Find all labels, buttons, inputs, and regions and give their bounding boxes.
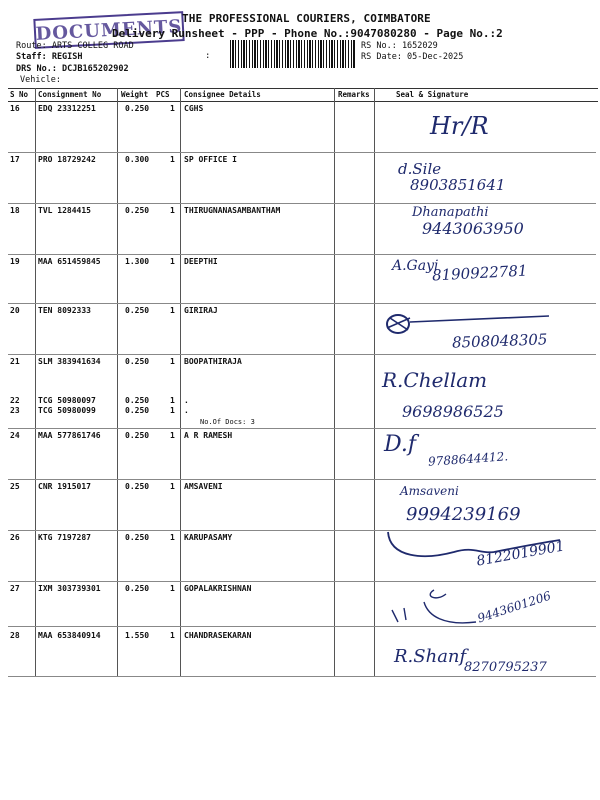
row-pcs: 1 <box>170 482 175 491</box>
row-pcs: 1 <box>170 584 175 593</box>
phone-26: 8122019901 <box>475 538 566 570</box>
runsheet-table <box>8 88 598 102</box>
row-sno: 18 <box>10 206 20 215</box>
row-pcs: 1 <box>170 431 175 440</box>
row-consignment: SLM 383941634 <box>38 357 101 366</box>
row-weight: 0.250 <box>125 306 150 315</box>
row-sno: 26 <box>10 533 20 542</box>
row-consignee: THIRUGNANASAMBANTHAM <box>184 206 281 215</box>
row-consignment: KTG 7197287 <box>38 533 91 542</box>
vehicle-field: Vehicle: <box>20 75 61 85</box>
signature-24: D.f <box>384 432 416 457</box>
table-row <box>8 152 596 204</box>
signature-18: Dhanapathi <box>412 205 489 220</box>
row-weight: 0.250 <box>125 406 150 415</box>
col-weight: Weight <box>121 90 149 99</box>
staff-field: Staff: REGISH <box>16 52 83 62</box>
phone-24: 9788644412. <box>427 449 509 469</box>
runsheet-title: Delivery Runsheet - PPP - Phone No.:9047080280 - Page No.:2 <box>112 27 503 40</box>
row-pcs: 1 <box>170 631 175 640</box>
row-consignment: CNR 1915017 <box>38 482 91 491</box>
row-consignment: TVL 1284415 <box>38 206 91 215</box>
row-sno: 17 <box>10 155 20 164</box>
rs-date: RS Date: 05-Dec-2025 <box>361 52 464 62</box>
row-weight: 0.250 <box>125 431 150 440</box>
col-consignee: Consignee Details <box>184 90 261 99</box>
row-consignment: TCG 50980097 <box>38 396 96 405</box>
row-weight: 0.250 <box>125 533 150 542</box>
col-sno: S No <box>10 90 29 99</box>
signature-28: R.Shanf <box>394 646 467 667</box>
row-consignment: TEN 8092333 <box>38 306 91 315</box>
col-seal-signature: Seal & Signature <box>396 90 469 99</box>
row-sno: 22 <box>10 396 20 405</box>
col-consignment: Consignment No <box>38 90 102 99</box>
row-consignment: MAA 651459845 <box>38 257 101 266</box>
col-pcs: PCS <box>156 90 170 99</box>
row-weight: 0.250 <box>125 482 150 491</box>
barcode <box>230 40 356 68</box>
row-consignment: PRO 18729242 <box>38 155 96 164</box>
phone-18: 9443063950 <box>422 219 524 238</box>
row-pcs: 1 <box>170 533 175 542</box>
row-consignment: MAA 577861746 <box>38 431 101 440</box>
signature-17: d.Sile <box>398 160 442 178</box>
rs-number: RS No.: 1652029 <box>361 41 438 51</box>
drs-field: DRS No.: DCJB165202902 <box>16 64 129 74</box>
col-remarks: Remarks <box>338 90 370 99</box>
phone-20: 8508048305 <box>451 330 548 352</box>
row-sno: 19 <box>10 257 20 266</box>
row-consignee: CHANDRASEKARAN <box>184 631 252 640</box>
row-weight: 0.250 <box>125 584 150 593</box>
row-consignment: MAA 653840914 <box>38 631 101 640</box>
row-consignment: EDQ 23312251 <box>38 104 96 113</box>
row-sno: 24 <box>10 431 20 440</box>
signature-25: Amsaveni <box>400 484 459 498</box>
row-sno: 21 <box>10 357 20 366</box>
documents-stamp: DOCUMENTS <box>33 11 184 49</box>
row-sno: 25 <box>10 482 20 491</box>
row-pcs: 1 <box>170 104 175 113</box>
row-sno: 23 <box>10 406 20 415</box>
row-pcs: 1 <box>170 357 175 366</box>
row-sno: 27 <box>10 584 20 593</box>
row-weight: 1.550 <box>125 631 150 640</box>
company-name: THE PROFESSIONAL COURIERS, COIMBATORE <box>182 12 431 25</box>
row-consignee: AMSAVENI <box>184 482 223 491</box>
row-consignee: . <box>184 406 189 415</box>
row-consignee: GIRIRAJ <box>184 306 218 315</box>
row-consignee: . <box>184 396 189 405</box>
route-field: Route: ARTS COLLEG ROAD <box>16 41 134 51</box>
row-weight: 0.250 <box>125 104 150 113</box>
row-consignee: CGHS <box>184 104 204 113</box>
row-consignment: IXM 303739301 <box>38 584 101 593</box>
docs-count-note: No.Of Docs: 3 <box>200 418 255 426</box>
row-pcs: 1 <box>170 257 175 266</box>
row-consignment: TCG 50980099 <box>38 406 96 415</box>
signature-16: Hr/R <box>430 112 489 140</box>
row-consignee: GOPALAKRISHNAN <box>184 584 252 593</box>
row-weight: 1.300 <box>125 257 150 266</box>
phone-21: 9698986525 <box>402 402 504 421</box>
row-pcs: 1 <box>170 155 175 164</box>
row-weight: 0.250 <box>125 396 150 405</box>
table-header <box>8 88 598 102</box>
row-weight: 0.250 <box>125 357 150 366</box>
phone-25: 9994239169 <box>406 504 521 525</box>
row-weight: 0.250 <box>125 206 150 215</box>
phone-27: 9443601206 <box>475 588 553 626</box>
row-pcs: 1 <box>170 396 175 405</box>
table-row <box>8 101 596 153</box>
row-sno: 28 <box>10 631 20 640</box>
row-sno: 20 <box>10 306 20 315</box>
row-pcs: 1 <box>170 406 175 415</box>
row-sno: 16 <box>10 104 20 113</box>
table-row <box>8 354 596 429</box>
phone-19: 8190922781 <box>431 261 528 285</box>
row-consignee: A R RAMESH <box>184 431 233 440</box>
phone-28: 8270795237 <box>464 660 547 675</box>
row-pcs: 1 <box>170 206 175 215</box>
row-consignee: KARUPASAMY <box>184 533 233 542</box>
row-consignee: BOOPATHIRAJA <box>184 357 242 366</box>
row-consignee: SP OFFICE I <box>184 155 237 164</box>
header-colon: : <box>205 51 211 61</box>
row-pcs: 1 <box>170 306 175 315</box>
phone-17: 8903851641 <box>410 176 506 194</box>
signature-19: A.Gayi <box>392 258 439 274</box>
signature-21: R.Chellam <box>382 368 488 392</box>
row-weight: 0.300 <box>125 155 150 164</box>
row-consignee: DEEPTHI <box>184 257 218 266</box>
